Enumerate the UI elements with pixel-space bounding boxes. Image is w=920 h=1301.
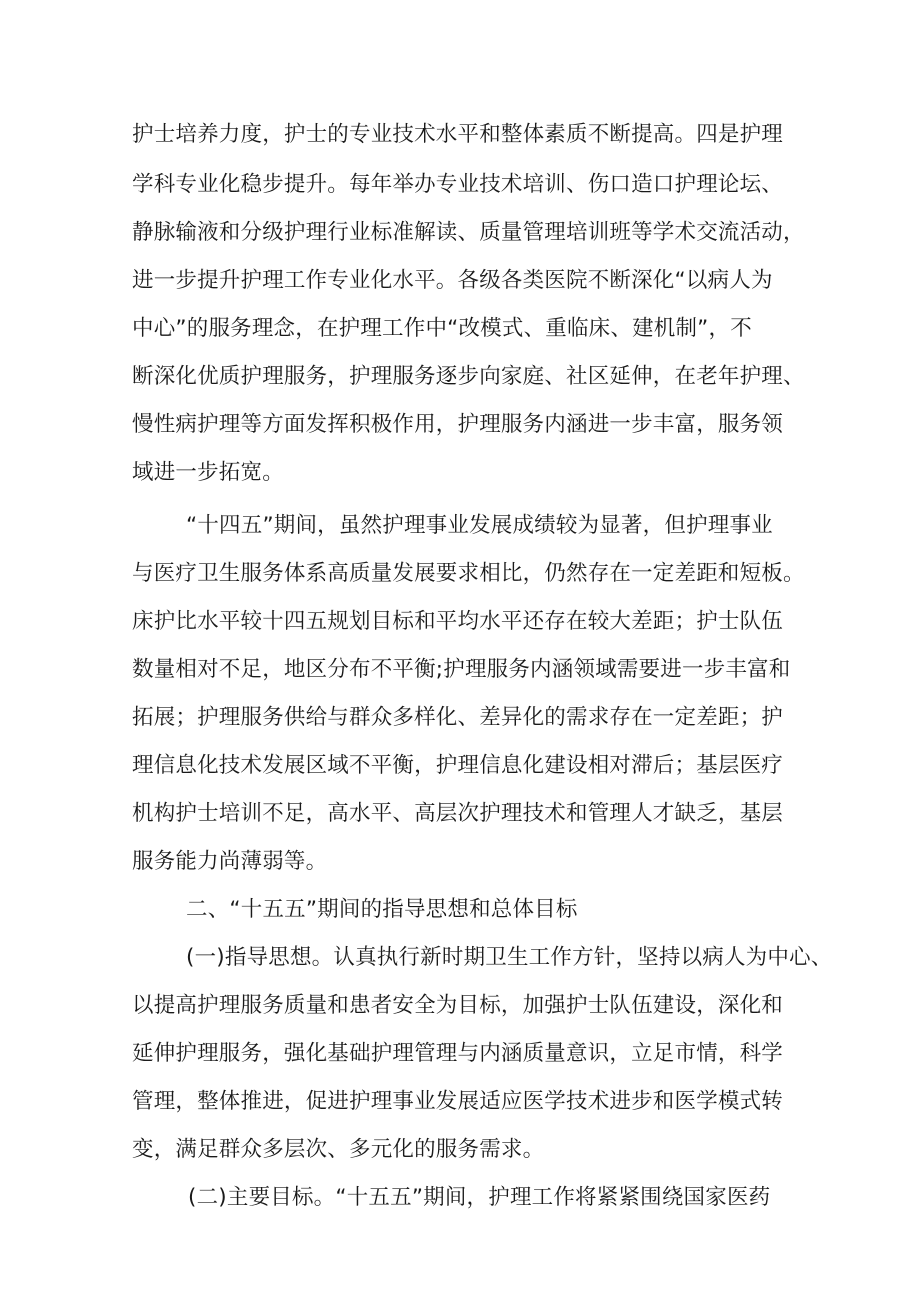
text-line-11: 床护比水平较十四五规划目标和平均水平还存在较大差距；护士队伍 xyxy=(132,609,784,634)
text-line-10: 与医疗卫生服务体系高质量发展要求相比，仍然存在一定差距和短板。 xyxy=(132,561,805,586)
text-line-2: 学科专业化稳步提升。每年举办专业技术培训、伤口造口护理论坛、 xyxy=(132,172,784,197)
text-line-7: 慢性病护理等方面发挥积极作用，护理服务内涵进一步丰富，服务领 xyxy=(132,412,784,437)
text-line-20: 延伸护理服务，强化基础护理管理与内涵质量意识，立足市情，科学 xyxy=(132,1041,784,1066)
text-line-15: 机构护士培训不足，高水平、高层次护理技术和管理人才缺乏，基层 xyxy=(132,801,784,826)
section-heading-2: 二、“十五五”期间的指导思想和总体目标 xyxy=(186,897,578,922)
text-line-14: 理信息化技术发展区域不平衡，护理信息化建设相对滞后；基层医疗 xyxy=(132,753,784,778)
text-line-12: 数量相对不足，地区分布不平衡;护理服务内涵领域需要进一步丰富和 xyxy=(132,657,791,682)
text-line-16: 服务能力尚薄弱等。 xyxy=(132,849,328,874)
text-line-22: 变，满足群众多层次、多元化的服务需求。 xyxy=(132,1137,545,1162)
text-line-19: 以提高护理服务质量和患者安全为目标，加强护士队伍建设，深化和 xyxy=(132,993,784,1018)
text-line-21: 管理，整体推进，促进护理事业发展适应医学技术进步和医学模式转 xyxy=(132,1089,784,1114)
text-line-6: 断深化优质护理服务，护理服务逐步向家庭、社区延伸，在老年护理、 xyxy=(132,364,805,389)
text-line-5: 中心”的服务理念，在护理工作中“改模式、重临床、建机制”，不 xyxy=(132,316,752,341)
text-line-4: 进一步提升护理工作专业化水平。各级各类医院不断深化“以病人为 xyxy=(132,268,773,293)
paragraph-main-goals: (二)主要目标。“十五五”期间，护理工作将紧紧围绕国家医药 xyxy=(188,1185,771,1210)
paragraph-start-shisiwu: “十四五”期间，虽然护理事业发展成绩较为显著，但护理事业 xyxy=(186,513,773,538)
text-line-1: 护士培养力度，护士的专业技术水平和整体素质不断提高。四是护理 xyxy=(132,122,784,147)
paragraph-guiding-thought: (一)指导思想。认真执行新时期卫生工作方针，坚持以病人为中心、 xyxy=(186,945,833,970)
text-line-3: 静脉输液和分级护理行业标准解读、质量管理培训班等学术交流活动， xyxy=(132,220,805,245)
text-line-13: 拓展；护理服务供给与群众多样化、差异化的需求存在一定差距；护 xyxy=(132,705,784,730)
text-line-8: 域进一步拓宽。 xyxy=(132,460,284,485)
